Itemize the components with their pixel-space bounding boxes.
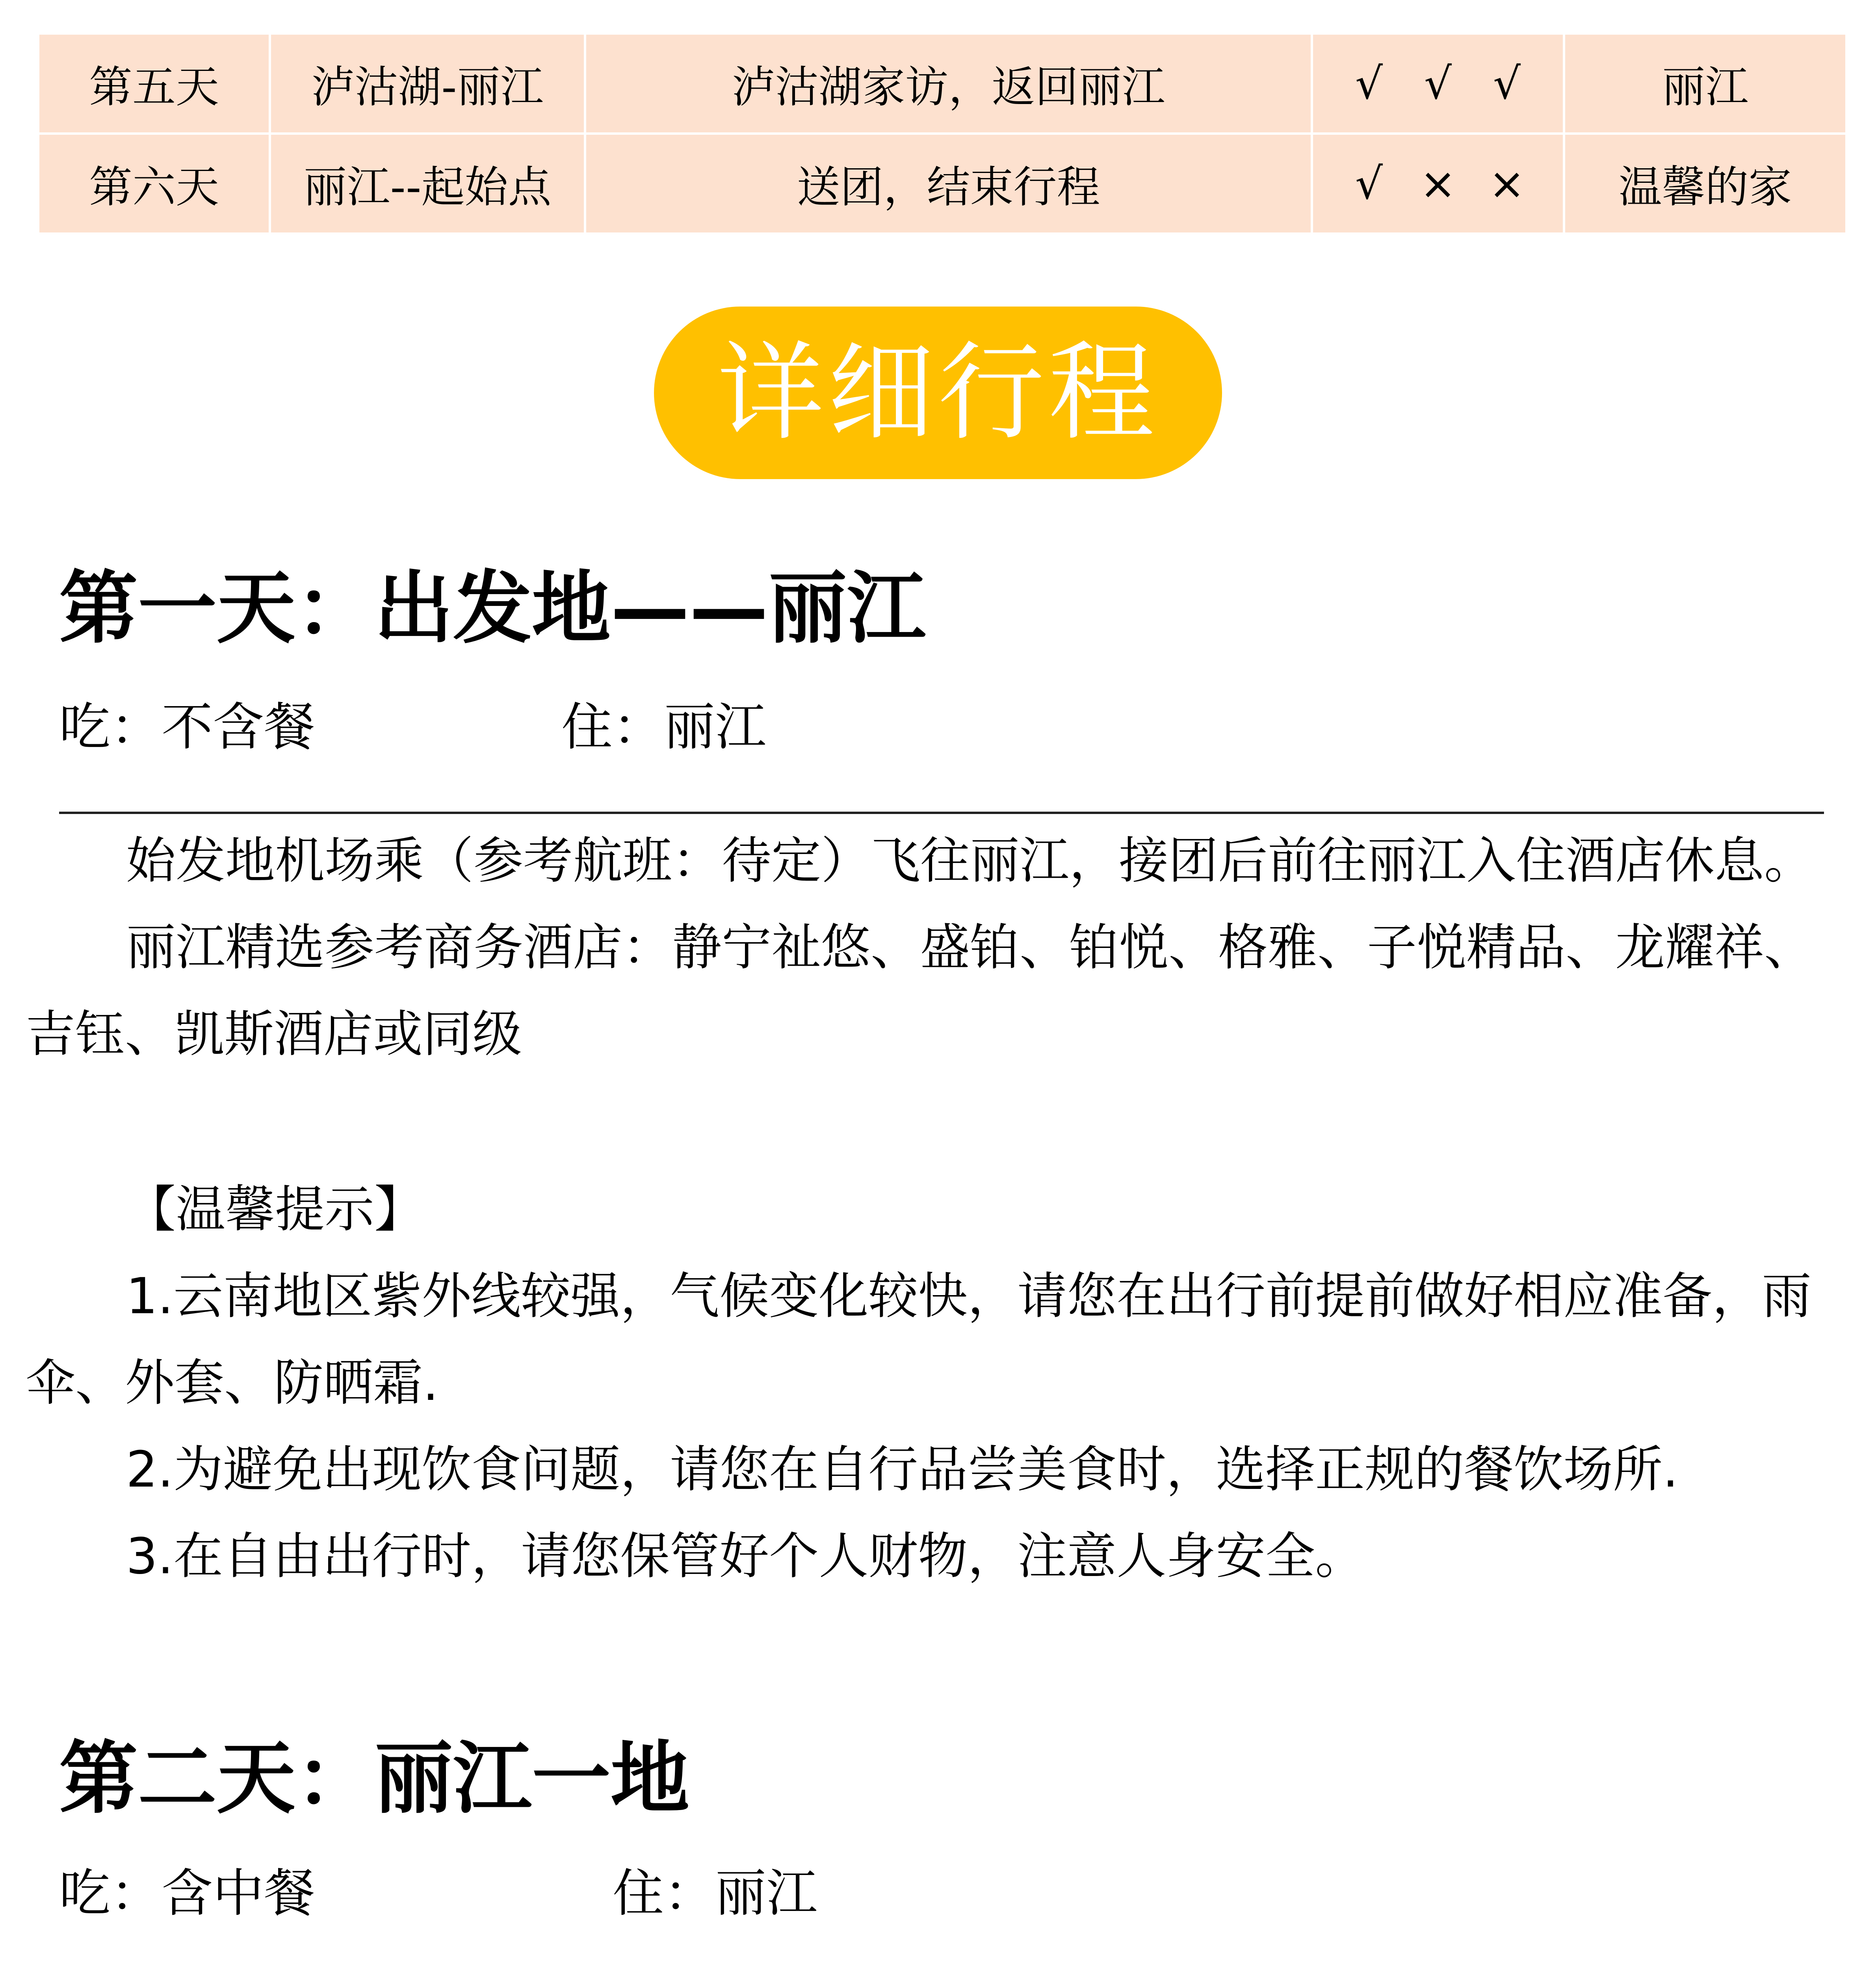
day1-tip-3: 3.在自由出行时，请您保管好个人财物，注意人身安全。	[126, 1527, 1365, 1585]
dinner-mark: ×	[1488, 158, 1525, 209]
route-cell: 泸沽湖-丽江	[270, 35, 585, 134]
day-cell: 第六天	[39, 134, 270, 232]
breakfast-mark: √	[1355, 158, 1383, 209]
stay-cell: 丽江	[1564, 35, 1845, 134]
day2-stay: 住：丽江	[613, 1863, 818, 1923]
lunch-mark: ×	[1419, 158, 1456, 209]
stay-cell: 温馨的家	[1564, 134, 1845, 232]
day1-tip-1-cont: 伞、外套、防晒霜.	[26, 1354, 439, 1412]
day1-line-3: 吉钰、凯斯酒店或同级	[26, 1005, 522, 1063]
day1-divider	[59, 812, 1824, 814]
day2-meals: 吃：含中餐	[59, 1863, 316, 1923]
day2-title: 第二天：丽江一地	[59, 1733, 690, 1825]
itinerary-summary-table	[39, 35, 1845, 232]
day1-line-1: 始发地机场乘（参考航班：待定）飞往丽江，接团后前往丽江入住酒店休息。	[126, 832, 1814, 890]
meals-cell	[1312, 134, 1564, 232]
lunch-mark: √	[1424, 58, 1452, 109]
day1-tip-1: 1.云南地区紫外线较强，气候变化较快，请您在出行前提前做好相应准备，雨	[126, 1267, 1812, 1325]
day1-tip-2: 2.为避免出现饮食问题，请您在自行品尝美食时，选择正规的餐饮场所.	[126, 1440, 1679, 1498]
table-row	[39, 35, 1845, 134]
table-row	[39, 134, 1845, 232]
activity-cell: 泸沽湖家访，返回丽江	[585, 35, 1312, 134]
day-cell: 第五天	[39, 35, 270, 134]
day1-tips-heading: 【温馨提示】	[126, 1180, 424, 1238]
day1-stay: 住：丽江	[561, 697, 767, 757]
day1-title: 第一天：出发地——丽江	[59, 563, 926, 654]
activity-cell: 送团，结束行程	[585, 134, 1312, 232]
day1-meals: 吃：不含餐	[59, 697, 316, 757]
meals-cell	[1312, 35, 1564, 134]
dinner-mark: √	[1493, 58, 1521, 109]
route-cell: 丽江--起始点	[270, 134, 585, 232]
day1-line-2: 丽江精选参考商务酒店：静宁祉悠、盛铂、铂悦、格雅、子悦精品、龙耀祥、	[126, 918, 1814, 976]
breakfast-mark: √	[1355, 58, 1383, 109]
section-title-badge: 详细行程	[654, 307, 1222, 479]
